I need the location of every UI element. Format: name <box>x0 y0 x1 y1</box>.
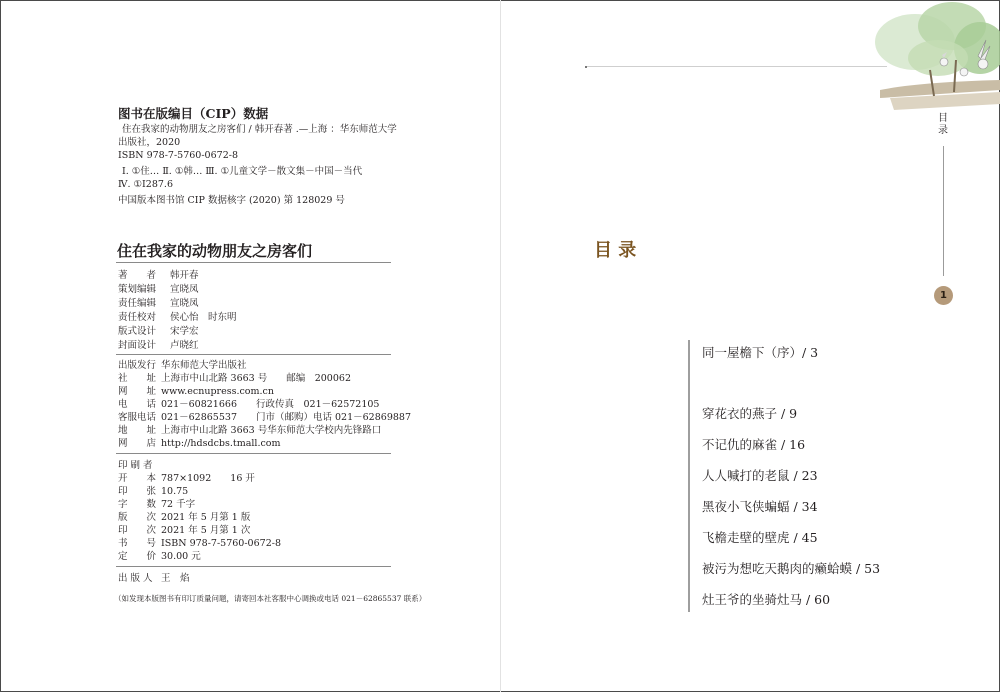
cip-line: Ⅰ. ①住… Ⅱ. ①韩… Ⅲ. ①儿童文学－散文集－中国－当代 <box>122 166 363 177</box>
print-row: 书 号 ISBN 978-7-5760-0672-8 <box>118 538 281 549</box>
credit-row: 封面设计 卢晓红 <box>118 340 199 351</box>
print-row: 字 数 72 千字 <box>118 499 196 510</box>
print-row: 定 价 30.00 元 <box>118 551 201 562</box>
cip-line: Ⅳ. ①I287.6 <box>118 179 173 190</box>
divider <box>116 354 391 355</box>
toc-item[interactable]: 飞檐走壁的壁虎 / 45 <box>702 530 818 545</box>
toc-item[interactable]: 被污为想吃天鹅肉的癞蛤蟆 / 53 <box>702 561 881 576</box>
print-row: 开 本 787×1092 16 开 <box>118 473 255 484</box>
header-rule <box>587 66 887 67</box>
page-number-badge: 1 <box>934 286 953 305</box>
toc-heading: 目 录 <box>594 240 637 261</box>
cip-line: 出版社，2020 <box>118 137 181 148</box>
toc-item[interactable]: 灶王爷的坐骑灶马 / 60 <box>702 592 831 607</box>
cip-title: 图书在版编目（CIP）数据 <box>118 106 269 121</box>
divider <box>116 453 391 454</box>
publisher-row: 电 话 021－60821666 行政传真 021－62572105 <box>118 399 380 410</box>
tree-and-birds-illustration <box>860 0 1000 118</box>
publisher-person-row: 出 版 人 王 焰 <box>118 573 190 584</box>
toc-item[interactable]: 黑夜小飞侠蝙蝠 / 34 <box>702 499 818 514</box>
quality-note: （如发现本版图书有印订质量问题，请寄回本社客服中心调换或电话 021－62865537 联系） <box>114 594 427 603</box>
print-row: 印 刷 者 <box>118 460 153 471</box>
cip-line: 住在我家的动物朋友之房客们 / 韩开春著 .—上海 ：华东师范大学 <box>122 124 397 135</box>
print-row: 版 次 2021 年 5 月第 1 版 <box>118 512 251 523</box>
publisher-row: 地 址 上海市中山北路 3663 号华东师范大学校内先锋路口 <box>118 425 382 436</box>
toc-vertical-rule <box>688 340 690 612</box>
page-fold <box>500 0 501 692</box>
toc-item[interactable]: 穿花衣的燕子 / 9 <box>702 406 798 421</box>
credit-row: 策划编辑 宣晓凤 <box>118 284 199 295</box>
credit-row: 责任编辑 宣晓凤 <box>118 298 199 309</box>
print-row: 印 次 2021 年 5 月第 1 次 <box>118 525 251 536</box>
divider <box>116 566 391 567</box>
toc-item[interactable]: 不记仇的麻雀 / 16 <box>702 437 806 452</box>
credit-row: 版式设计 宋学宏 <box>118 326 199 337</box>
publisher-row: 网 店 http://hdsdcbs.tmall.com <box>118 438 281 449</box>
cip-line: 中国版本图书馆 CIP 数据核字 (2020) 第 128029 号 <box>118 195 345 206</box>
toc-item[interactable]: 人人喊打的老鼠 / 23 <box>702 468 818 483</box>
side-toc-label: 目录 <box>938 113 948 136</box>
cip-line: ISBN 978-7-5760-0672-8 <box>118 150 238 161</box>
publisher-row: 客服电话 021－62865537 门市（邮购）电话 021－62869887 <box>118 412 411 423</box>
side-rule <box>943 146 944 276</box>
print-row: 印 张 10.75 <box>118 486 189 497</box>
publisher-row: 出版发行 华东师范大学出版社 <box>118 360 247 371</box>
toc-item[interactable]: 同一屋檐下（序）/ 3 <box>702 345 819 360</box>
publisher-row: 网 址 www.ecnupress.com.cn <box>118 386 274 397</box>
book-title: 住在我家的动物朋友之房客们 <box>117 242 313 260</box>
credit-row: 责任校对 侯心怡 时东明 <box>118 312 237 323</box>
credit-row: 著 者 韩开春 <box>118 270 199 281</box>
divider <box>116 262 391 263</box>
publisher-row: 社 址 上海市中山北路 3663 号 邮编 200062 <box>118 373 351 384</box>
